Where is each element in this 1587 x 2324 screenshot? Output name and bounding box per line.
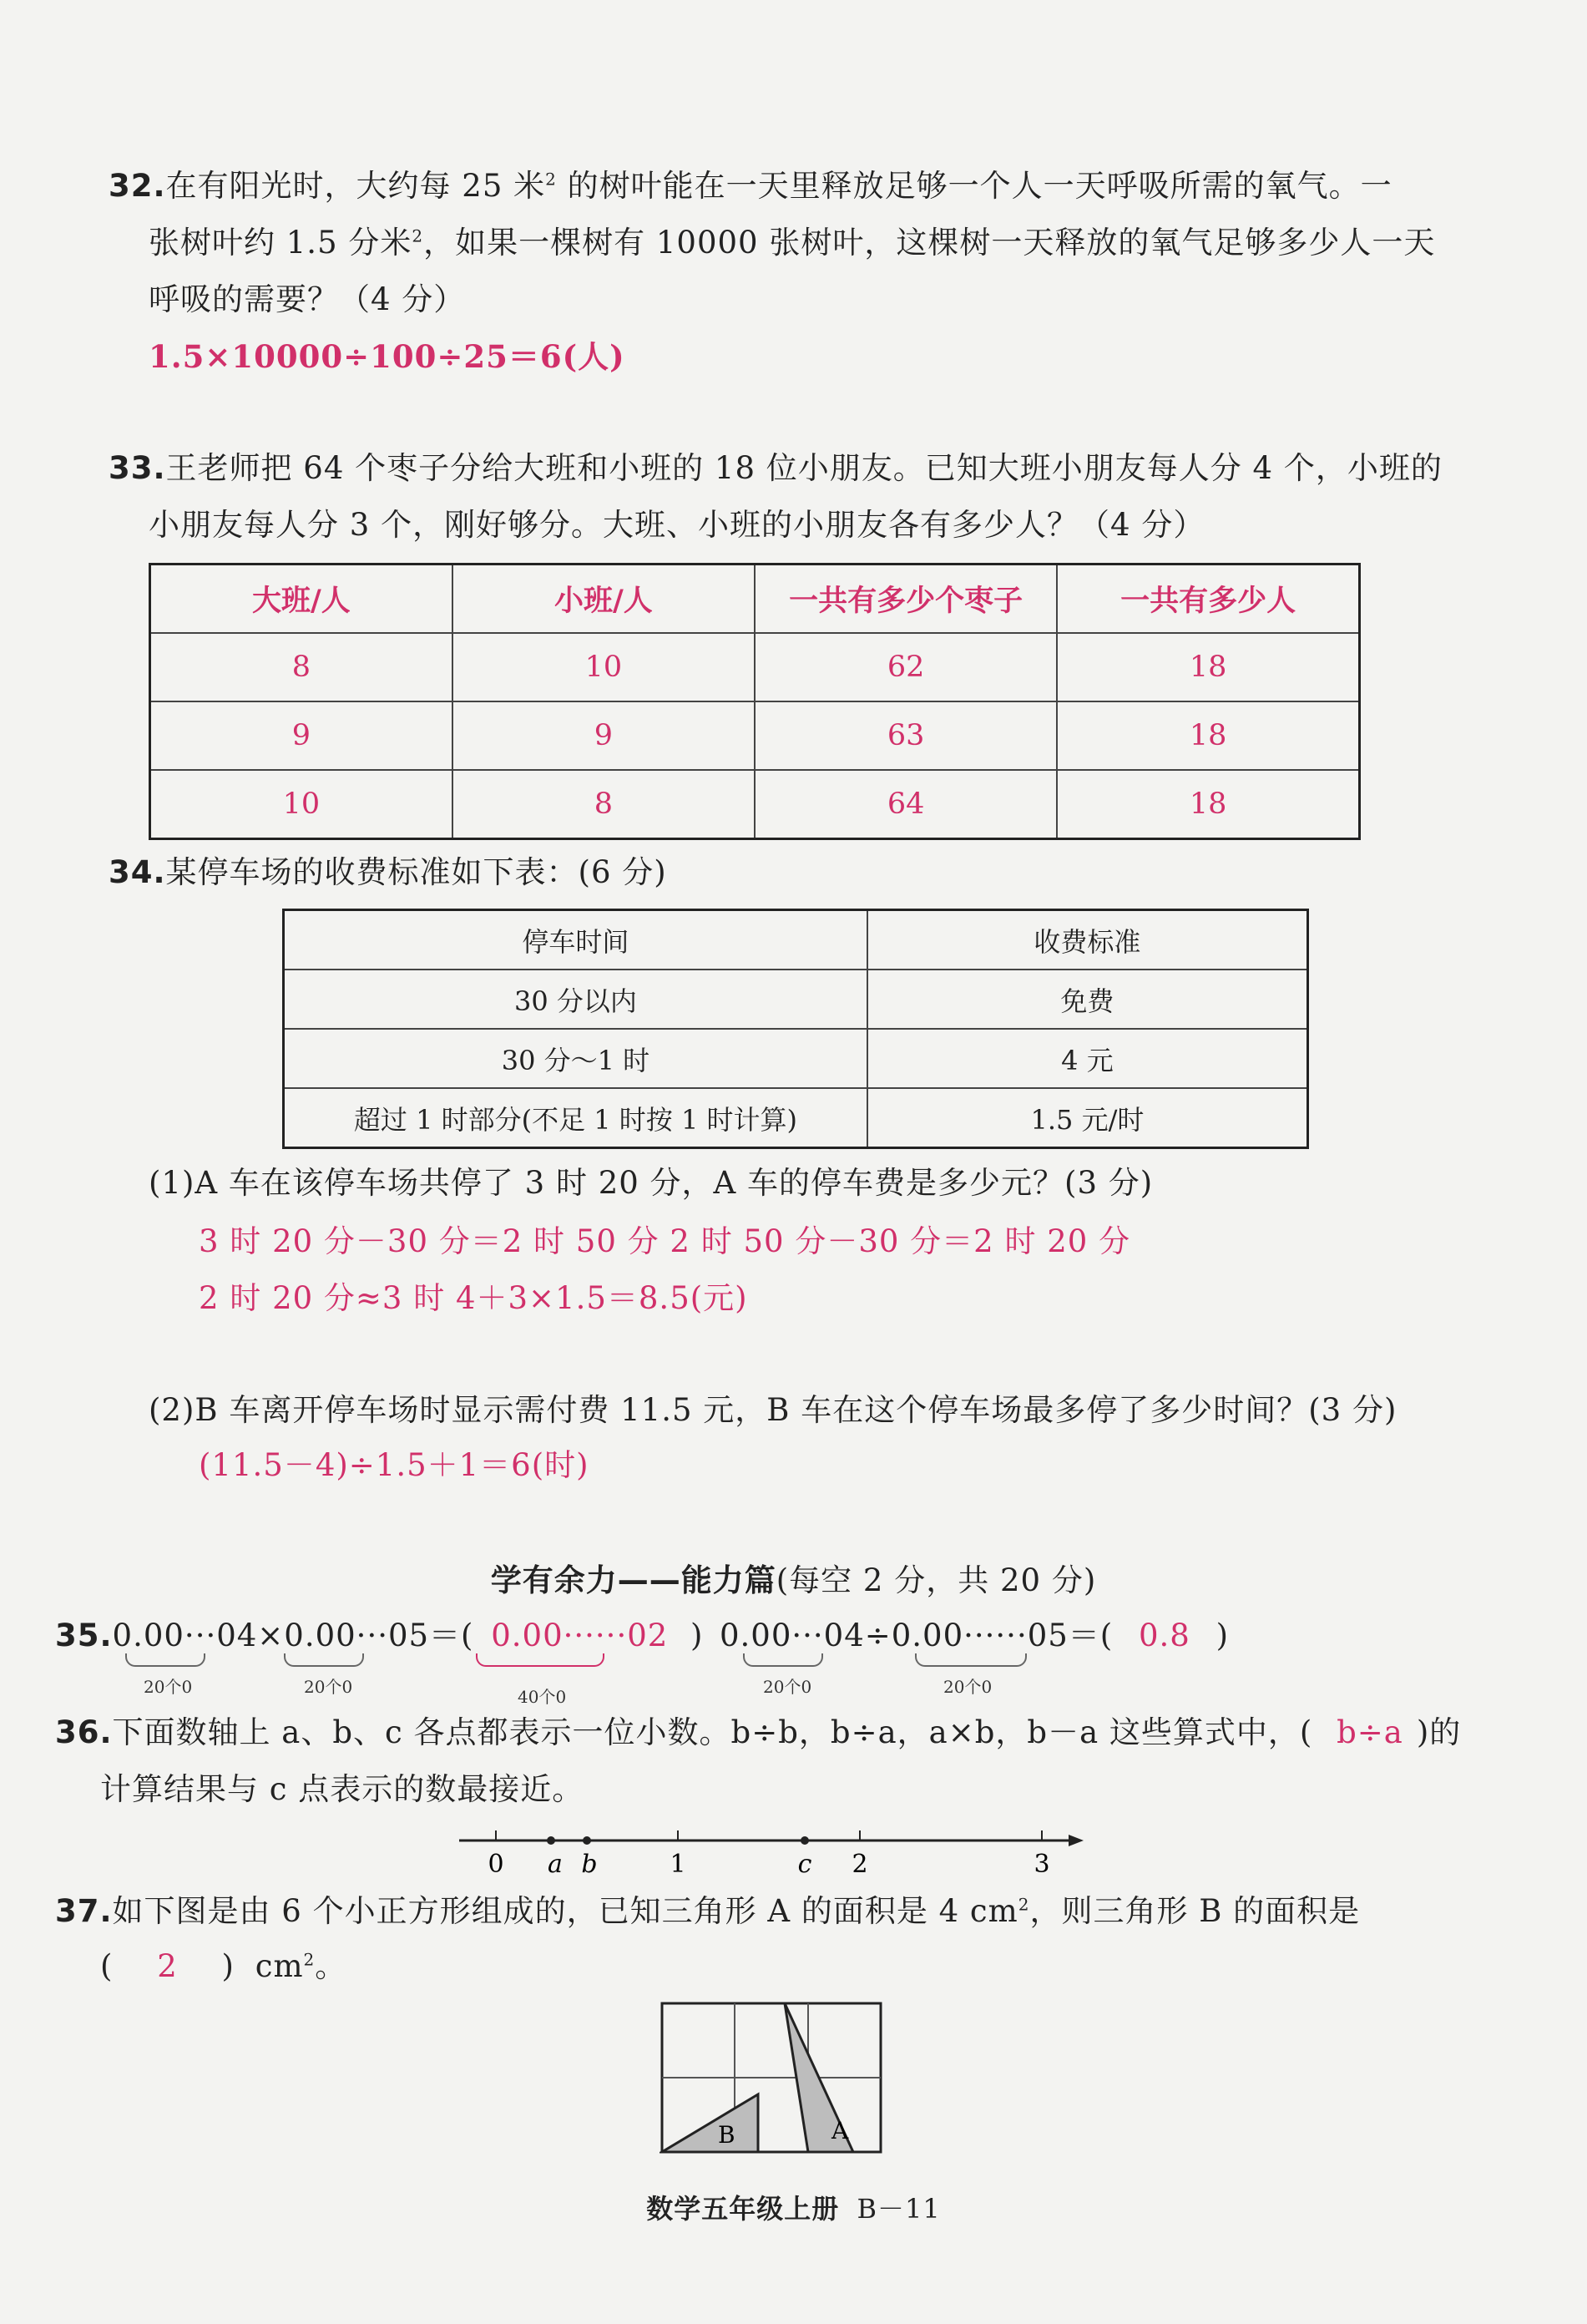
q34-answer1b: 2 时 20 分≈3 时 4＋3×1.5＝8.5(元) <box>199 1280 748 1316</box>
q32-line2a: 张树叶约 1.5 分米 <box>149 225 412 261</box>
table-row <box>150 633 1360 701</box>
q35-close1: ) <box>690 1618 704 1653</box>
q36-line2: 计算结果与 c 点表示的数最接近。 <box>100 1771 584 1807</box>
table-cell: 8 <box>452 770 755 839</box>
q36-line1a: 下面数轴上 a、b、c 各点都表示一位小数。b÷b，b÷a，a×b，b－a 这些算式中，( <box>112 1714 1313 1750</box>
q37-line1b: ，则三角形 B 的面积是 <box>1029 1893 1361 1929</box>
q35-close2: ) <box>1216 1618 1230 1653</box>
q32-sup2: 2 <box>412 225 424 246</box>
q34-sub1: (1)A 车在该停车场共停了 3 时 20 分，A 车的停车费是多少元？(3 分) <box>149 1165 1154 1201</box>
q37-line2 <box>100 1939 346 1994</box>
q32-line1b: 的树叶能在一天里释放足够一个人一天呼吸所需的氧气。一 <box>556 168 1392 204</box>
question-33 <box>109 441 1443 496</box>
q37-end: 。 <box>315 1948 347 1984</box>
q34-fee-table <box>282 909 1309 1149</box>
q37-grid-figure <box>660 2001 885 2156</box>
table-row <box>150 701 1360 770</box>
q35-expr1: 0.00···04×0.00···05＝( <box>112 1618 474 1653</box>
table-cell: 9 <box>150 701 452 770</box>
point-c <box>801 1836 809 1845</box>
table-cell: 8 <box>150 633 452 701</box>
table-header-row <box>284 910 1308 970</box>
section-note: (每空 2 分，共 20 分) <box>776 1562 1097 1598</box>
point-label-a: a <box>548 1850 563 1879</box>
table-row <box>150 770 1360 839</box>
question-36 <box>55 1705 1461 1760</box>
tick-label-0: 0 <box>488 1850 504 1879</box>
table-header-cell: 停车时间 <box>284 910 867 970</box>
table-cell: 10 <box>150 770 452 839</box>
point-label-c: c <box>797 1850 812 1879</box>
table-header-cell: 收费标准 <box>867 910 1308 970</box>
table-cell: 1.5 元/时 <box>867 1088 1308 1148</box>
brace-label: 20个0 <box>943 1677 993 1697</box>
q32-line2 <box>149 215 1435 271</box>
table-cell: 18 <box>1057 701 1359 770</box>
table-header-cell: 大班/人 <box>150 565 452 634</box>
question-number: 37. <box>55 1893 113 1929</box>
question-number: 34. <box>109 854 166 890</box>
q32-line2b: ，如果一棵树有 10000 张树叶，这棵树一天释放的氧气足够多少人一天 <box>423 225 1436 261</box>
table-cell: 63 <box>755 701 1057 770</box>
q32-line1a: 在有阳光时，大约每 25 米 <box>165 168 546 204</box>
q36-answer: b÷a <box>1337 1714 1403 1750</box>
underbrace <box>476 1653 604 1667</box>
question-number: 36. <box>55 1714 113 1750</box>
section-title <box>0 1553 1587 1608</box>
question-37 <box>55 1884 1360 1939</box>
tick-label-3: 3 <box>1034 1850 1050 1879</box>
table-cell: 30 分～1 时 <box>284 1029 867 1088</box>
question-number: 32. <box>109 168 166 204</box>
q33-line1: 王老师把 64 个枣子分给大班和小班的 18 位小朋友。已知大班小朋友每人分 4 个，小班的 <box>165 450 1443 486</box>
table-row <box>284 970 1308 1029</box>
q35-expr2-text: 0.00···04÷0.00······05＝( <box>720 1618 1114 1653</box>
q37-sup: 2 <box>1018 1894 1030 1915</box>
table-row <box>284 1088 1308 1148</box>
page-number: B－11 <box>857 2193 941 2225</box>
triangle-label-b: B <box>718 2121 735 2149</box>
q33-line2: 小朋友每人分 3 个，刚好够分。大班、小班的小朋友各有多少人？（4 分） <box>149 507 1205 543</box>
table-cell: 超过 1 时部分(不足 1 时按 1 时计算) <box>284 1088 867 1148</box>
table-cell: 18 <box>1057 633 1359 701</box>
q32-sup1: 2 <box>545 169 557 190</box>
triangle-b <box>662 2094 758 2152</box>
table-cell: 18 <box>1057 770 1359 839</box>
table-cell: 免费 <box>867 970 1308 1029</box>
table-header-cell: 小班/人 <box>452 565 755 634</box>
q37-line1a: 如下图是由 6 个小正方形组成的，已知三角形 A 的面积是 4 cm <box>112 1893 1018 1929</box>
q32-line3: 呼吸的需要？（4 分） <box>149 281 466 317</box>
underbrace <box>284 1653 364 1667</box>
page-footer <box>0 2181 1587 2236</box>
number-line <box>451 1820 1102 1887</box>
table-cell: 9 <box>452 701 755 770</box>
table-cell: 4 元 <box>867 1029 1308 1088</box>
q37-open: ( <box>100 1948 114 1984</box>
point-a <box>547 1836 555 1845</box>
underbrace <box>915 1653 1027 1667</box>
point-label-b: b <box>581 1850 598 1879</box>
section-title-main: 学有余力——能力篇 <box>490 1562 776 1598</box>
q34-title: 某停车场的收费标准如下表：(6 分) <box>165 854 667 890</box>
q37-unit: cm <box>255 1948 304 1984</box>
question-number: 33. <box>109 450 166 486</box>
table-header-cell: 一共有多少人 <box>1057 565 1359 634</box>
question-number: 35. <box>55 1618 113 1653</box>
q37-close: ) <box>221 1948 235 1984</box>
brace-label: 20个0 <box>763 1677 812 1697</box>
table-row <box>284 1029 1308 1088</box>
underbrace <box>125 1653 205 1667</box>
q36-line1b: )的 <box>1416 1714 1462 1750</box>
footer-text: 数学五年级上册 <box>646 2193 840 2225</box>
table-header-row <box>150 565 1360 634</box>
table-cell: 62 <box>755 633 1057 701</box>
point-b <box>583 1836 591 1845</box>
q32-answer: 1.5×10000÷100÷25＝6(人) <box>149 338 625 375</box>
tick-label-1: 1 <box>670 1850 686 1879</box>
table-header-cell: 一共有多少个枣子 <box>755 565 1057 634</box>
table-cell: 10 <box>452 633 755 701</box>
table-cell: 64 <box>755 770 1057 839</box>
question-34 <box>109 845 667 900</box>
q34-sub2: (2)B 车离开停车场时显示需付费 11.5 元，B 车在这个停车场最多停了多少时间？(3 分) <box>149 1392 1397 1428</box>
q34-answer1a: 3 时 20 分－30 分＝2 时 50 分 2 时 50 分－30 分＝2 时 20 分 <box>199 1223 1131 1259</box>
tick-label-2: 2 <box>852 1850 868 1879</box>
brace-label: 20个0 <box>304 1677 353 1697</box>
question-32 <box>109 159 1392 214</box>
q35-answer2: 0.8 <box>1138 1618 1190 1653</box>
q37-answer: 2 <box>157 1948 178 1984</box>
brace-label: 40个0 <box>518 1687 567 1707</box>
q35-answer1: 0.00······02 <box>491 1618 669 1653</box>
table-cell: 30 分以内 <box>284 970 867 1029</box>
q34-answer2: (11.5－4)÷1.5＋1＝6(时) <box>199 1447 589 1483</box>
triangle-label-a: A <box>831 2117 849 2144</box>
brace-label: 20个0 <box>144 1677 193 1697</box>
axis-arrow-icon <box>1069 1835 1084 1846</box>
underbrace <box>743 1653 823 1667</box>
q33-table <box>149 563 1361 840</box>
q37-unit-sup: 2 <box>303 1949 316 1970</box>
